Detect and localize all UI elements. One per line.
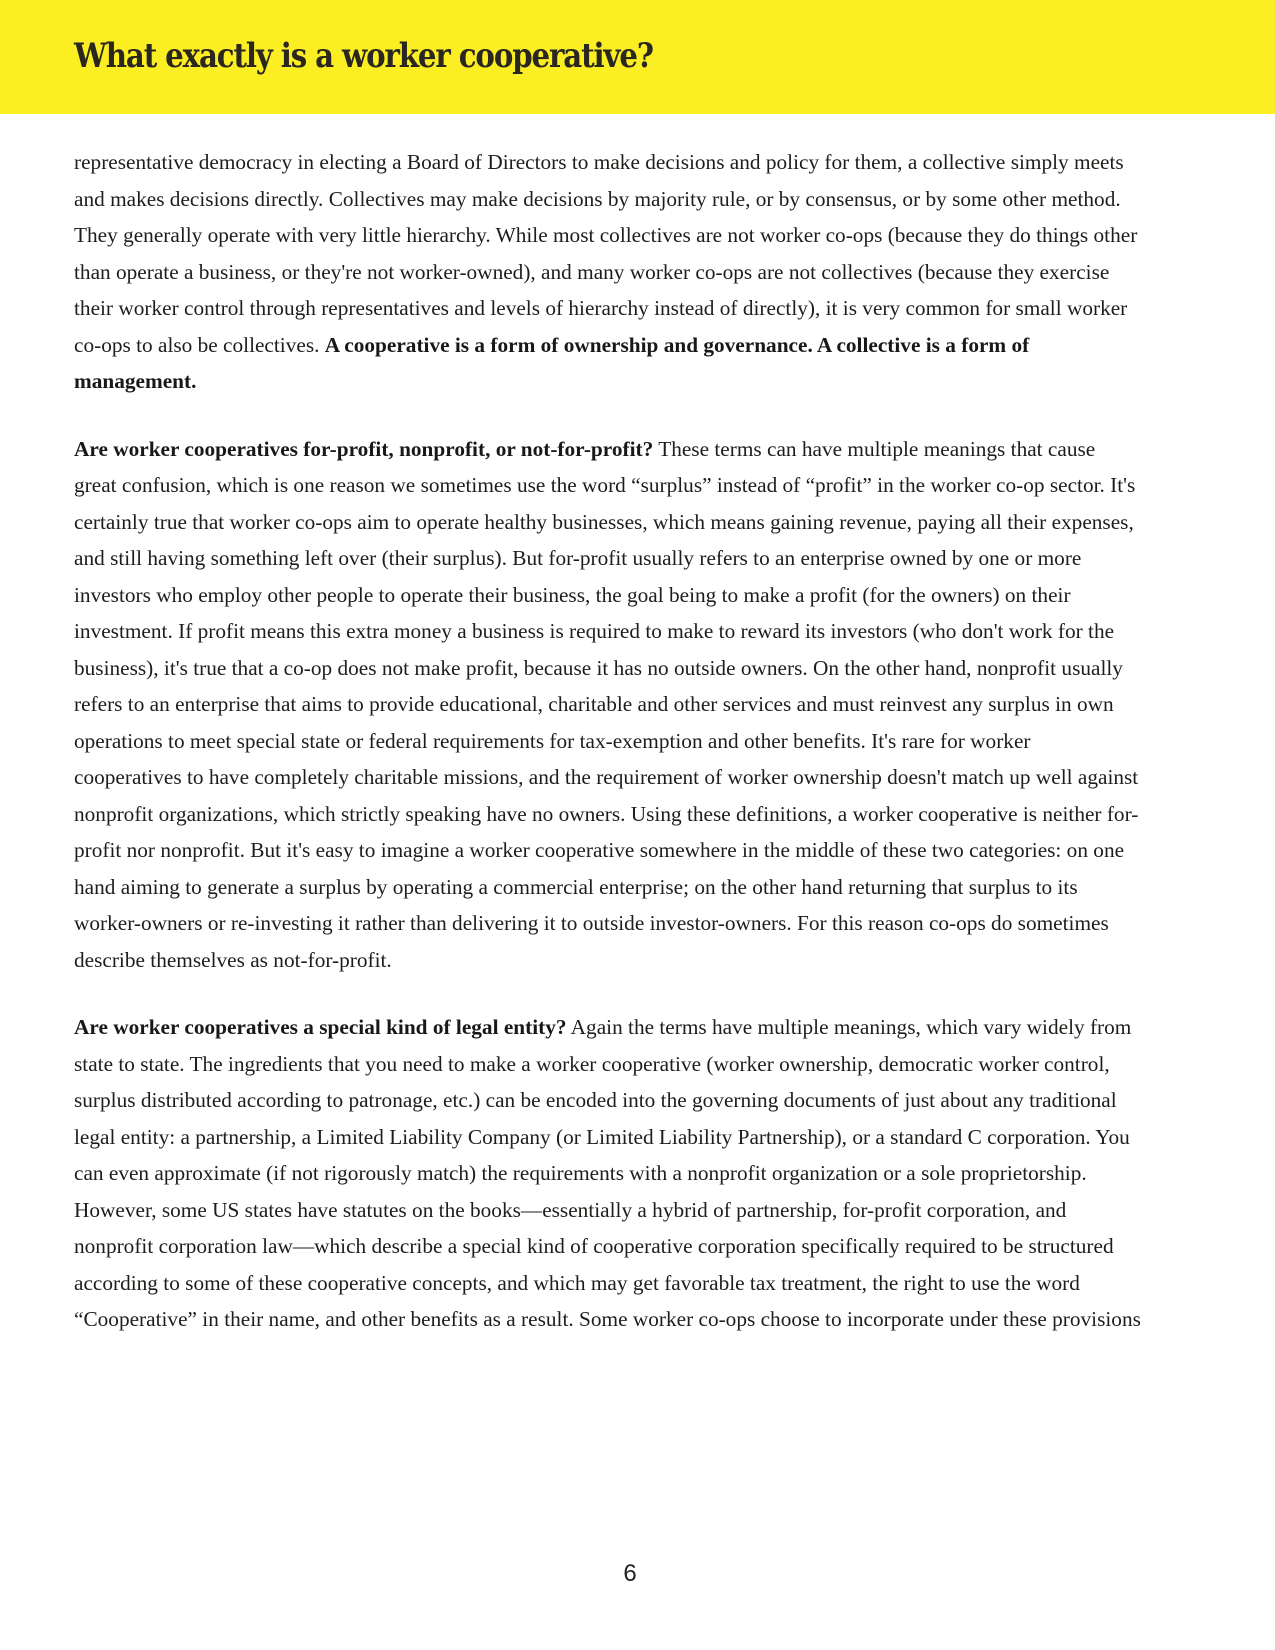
paragraph-profit-status (74, 431, 1142, 979)
paragraph-lead-bold: Are worker cooperatives for-profit, nonprofit, or not-for-profit? (74, 436, 654, 461)
document-body (74, 144, 1142, 1369)
paragraph-collectives (74, 144, 1142, 400)
paragraph-trail-bold: A cooperative is a form of ownership and governance. A collective is a form of management. (74, 332, 1030, 393)
paragraph-lead-bold: Are worker cooperatives a special kind of legal entity? (74, 1015, 567, 1039)
paragraph-text: Again the terms have multiple meanings, which vary widely from state to state. The ingredients that you need to make a worker cooperative (worker ownership, democratic worker control, surplus distributed according to patronage, etc.) can be encoded into the governing documents of just about any traditional legal entity: a partnership, a Limited Liability Company (or Limited Liability Partnership), or a standard C corporation. You can even approximate (if not rigorously match) the requirements with a nonprofit organization or a sole proprietorship. However, some US states have statutes on the books—essentially a hybrid of partnership, for-profit corporation, and nonprofit corporation law—which describe a special kind of cooperative corporation specifically required to be structured according to some of these cooperative concepts, and which may get favorable tax treatment, the right to use the word “Cooperative” in their name, and other benefits as a result. Some worker co-ops choose to incorporate under these provisions (74, 1015, 1141, 1331)
page-title: What exactly is a worker cooperative? (74, 36, 653, 76)
page-number: 6 (623, 1560, 637, 1587)
paragraph-legal-entity (74, 1009, 1142, 1338)
paragraph-text: These terms can have multiple meanings that cause great confusion, which is one reason we sometimes use the word “surplus” instead of “profit” in the worker co-op sector. It's certainly true that worker co-ops aim to operate healthy businesses, which means gaining revenue, paying all their expenses, and still having something left over (their surplus). But for-profit usually refers to an enterprise owned by one or more investors who employ other people to operate their business, the goal being to make a profit (for the owners) on their investment. If profit means this extra money a business is required to make to reward its investors (who don't work for the business), it's true that a co-op does not make profit, because it has no outside owners. On the other hand, nonprofit usually refers to an enterprise that aims to provide educational, charitable and other services and must reinvest any surplus in own operations to meet special state or federal requirements for tax-exemption and other benefits. It's rare for worker cooperatives to have completely charitable missions, and the requirement of worker ownership doesn't match up well against nonprofit organizations, which strictly speaking have no owners. Using these definitions, a worker cooperative is neither for-profit nor nonprofit. But it's easy to imagine a worker cooperative somewhere in the middle of these two categories: on one hand aiming to generate a surplus by operating a commercial enterprise; on the other hand returning that surplus to its worker-owners or re-investing it rather than delivering it to outside investor-owners. For this reason co-ops do sometimes describe themselves as not-for-profit. (74, 436, 1139, 972)
paragraph-text: representative democracy in electing a Board of Directors to make decisions and policy for them, a collective simply meets and makes decisions directly. Collectives may make decisions by majority rule, or by consensus, or by some other method. They generally operate with very little hierarchy. While most collectives are not worker co-ops (because they do things other than operate a business, or they're not worker-owned), and many worker co-ops are not collectives (because they exercise their worker control through representatives and levels of hierarchy instead of directly), it is very common for small worker co-ops to also be collectives. (74, 150, 1138, 357)
header-banner (0, 0, 1275, 114)
